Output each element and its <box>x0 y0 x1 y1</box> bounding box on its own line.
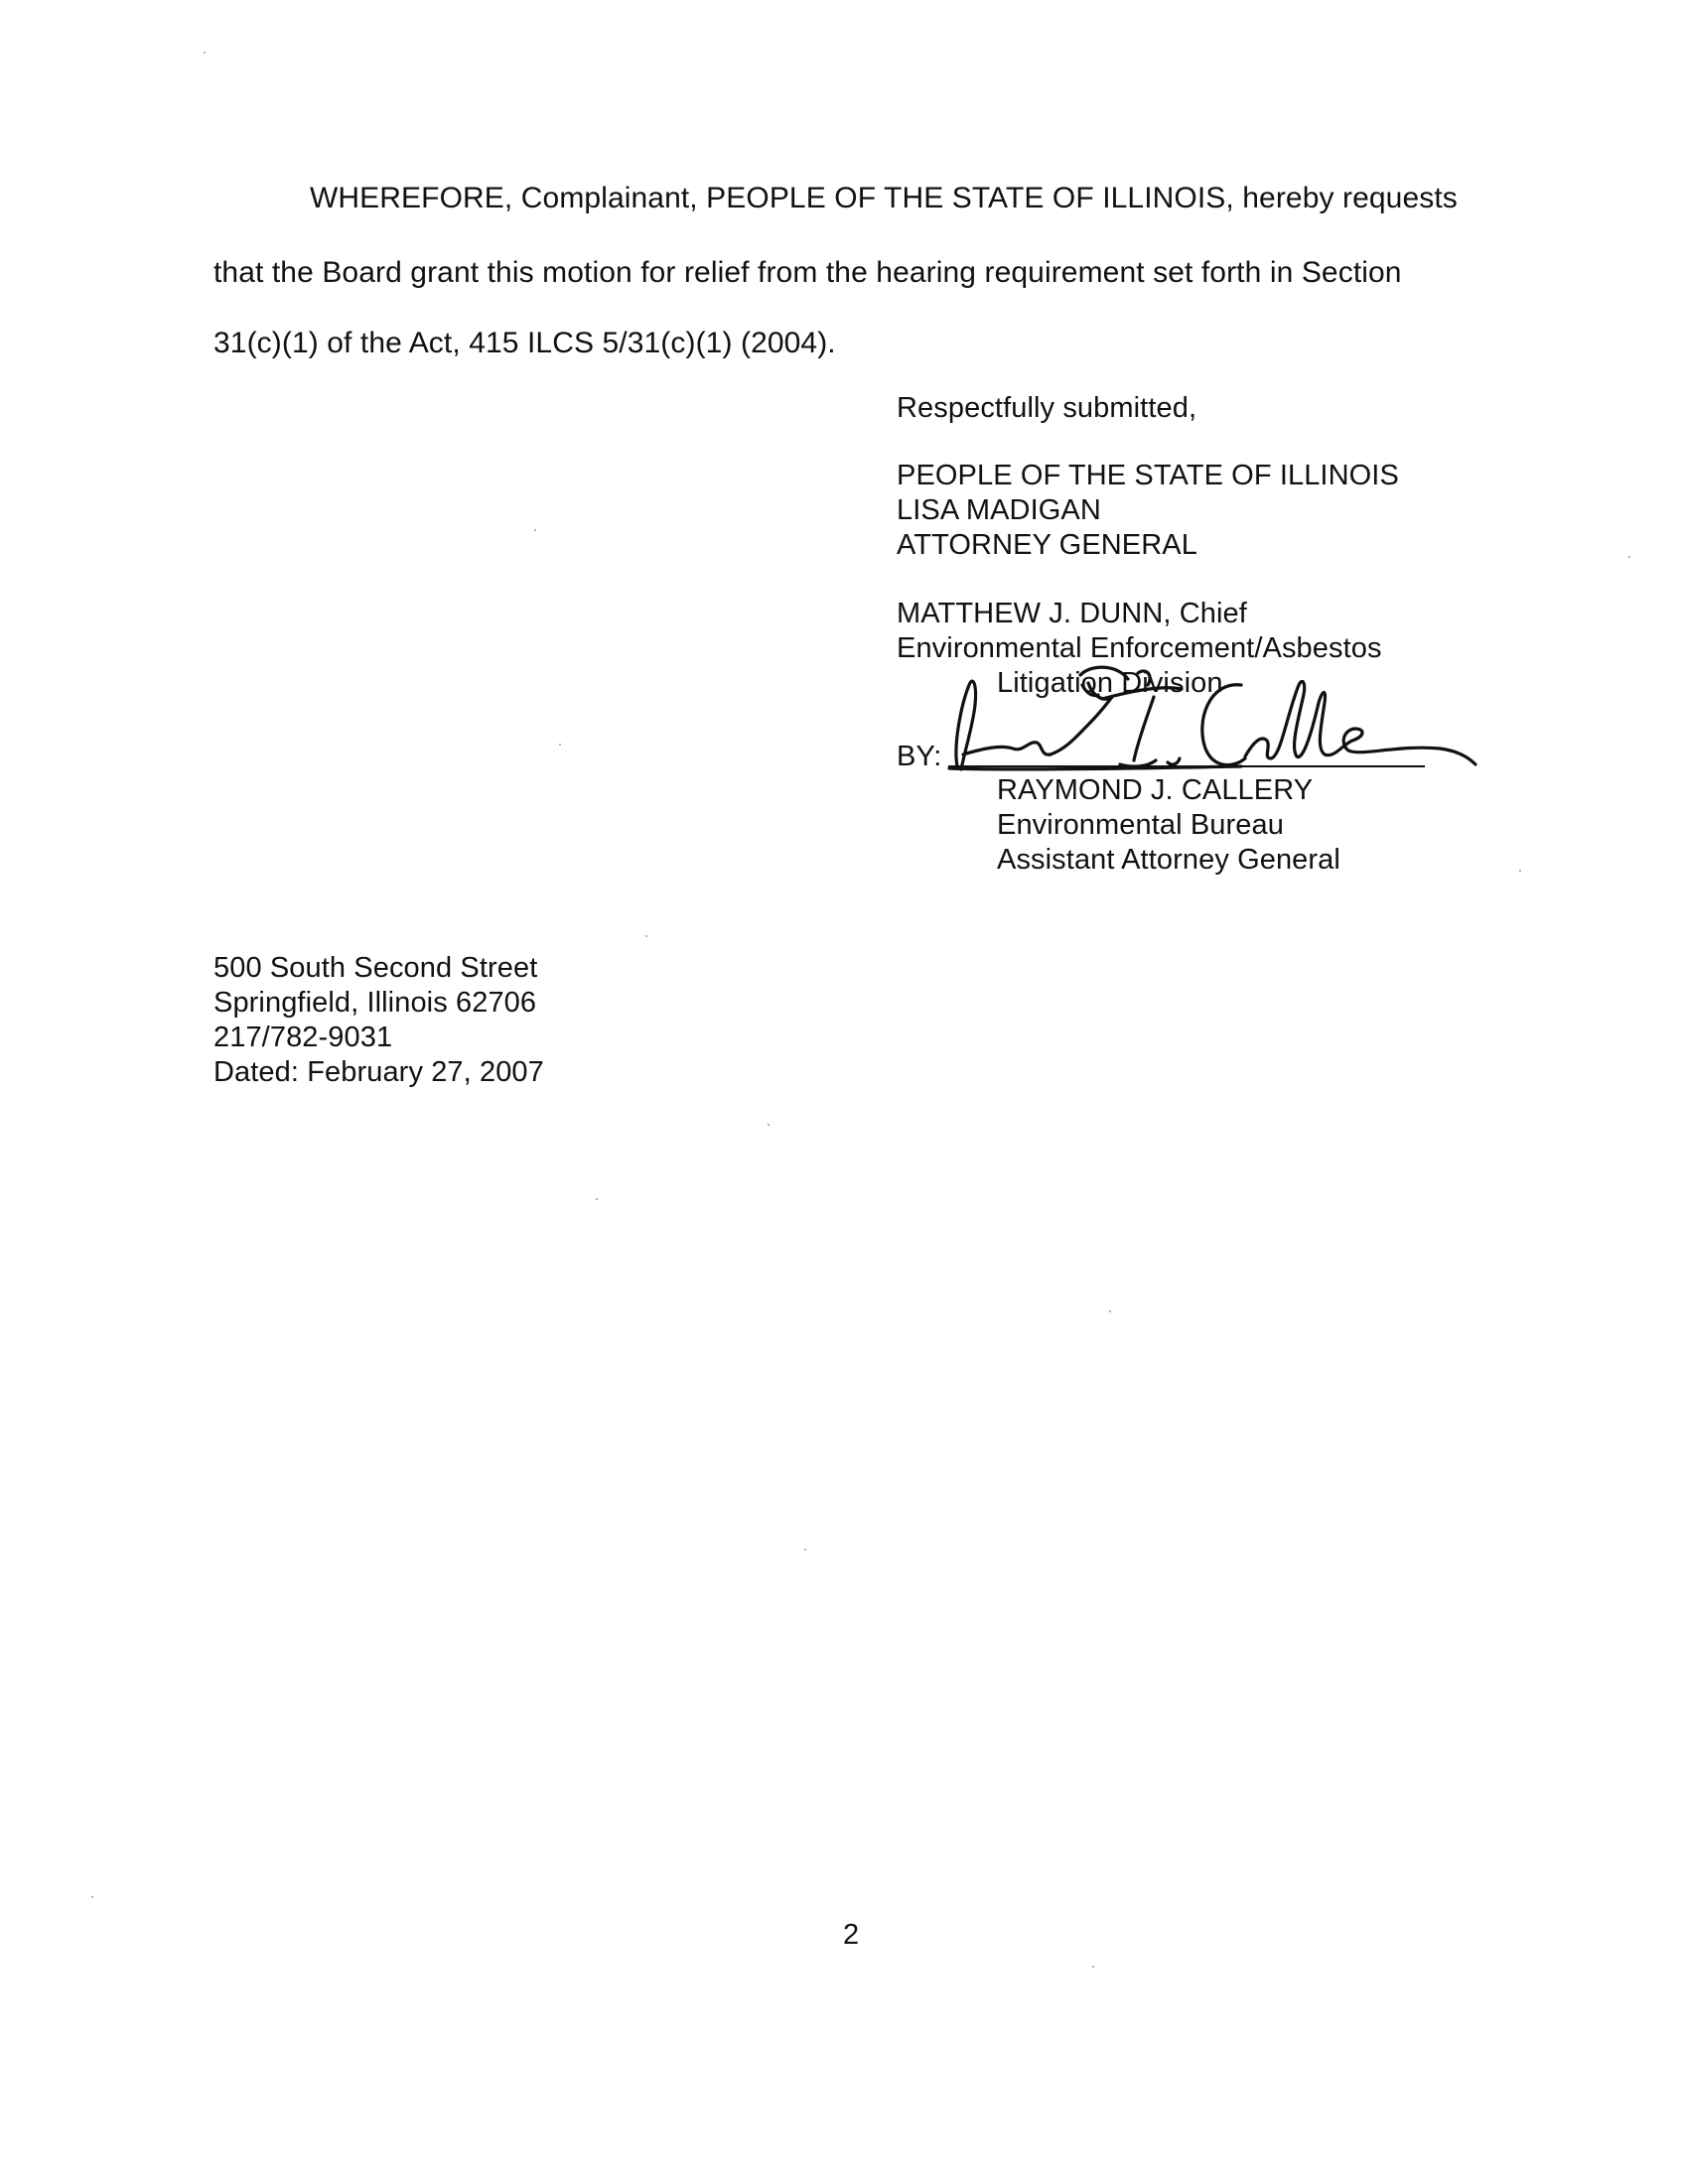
attorney-general-name: LISA MADIGAN <box>897 494 1101 526</box>
document-date: Dated: February 27, 2007 <box>213 1056 544 1088</box>
paragraph-line-1: WHEREFORE, Complainant, PEOPLE OF THE STATE OF ILLINOIS, hereby requests <box>310 182 1458 214</box>
attorney-general-title: ATTORNEY GENERAL <box>897 529 1197 561</box>
page-number: 2 <box>843 1919 860 1951</box>
scan-speck <box>1109 1310 1111 1312</box>
address-phone: 217/782-9031 <box>213 1022 393 1053</box>
scan-speck <box>1519 870 1521 872</box>
chief-name: MATTHEW J. DUNN, Chief <box>897 598 1247 629</box>
scan-speck <box>559 744 561 746</box>
scan-speck <box>1628 556 1630 558</box>
scan-speck <box>1092 1966 1094 1968</box>
by-label: BY: <box>897 741 942 772</box>
paragraph-line-2: that the Board grant this motion for relief from the hearing requirement set forth in Section <box>213 256 1402 289</box>
scan-speck <box>91 1896 93 1898</box>
chief-department-line-1: Environmental Enforcement/Asbestos <box>897 632 1382 664</box>
address-city: Springfield, Illinois 62706 <box>213 987 537 1019</box>
party-name: PEOPLE OF THE STATE OF ILLINOIS <box>897 460 1399 491</box>
signer-bureau: Environmental Bureau <box>997 809 1284 841</box>
scan-speck <box>645 935 647 937</box>
chief-department-line-2: Litigation Division <box>997 667 1223 699</box>
respectfully-submitted: Respectfully submitted, <box>897 392 1197 424</box>
scan-speck <box>596 1198 598 1200</box>
scan-speck <box>204 52 206 54</box>
scan-speck <box>768 1124 770 1126</box>
scan-speck <box>534 529 536 531</box>
scan-speck <box>804 1549 806 1551</box>
signer-name: RAYMOND J. CALLERY <box>997 774 1314 806</box>
address-street: 500 South Second Street <box>213 952 538 984</box>
paragraph-line-3: 31(c)(1) of the Act, 415 ILCS 5/31(c)(1) (2004). <box>213 327 836 359</box>
signer-title: Assistant Attorney General <box>997 844 1340 876</box>
handwritten-signature <box>943 645 1479 794</box>
